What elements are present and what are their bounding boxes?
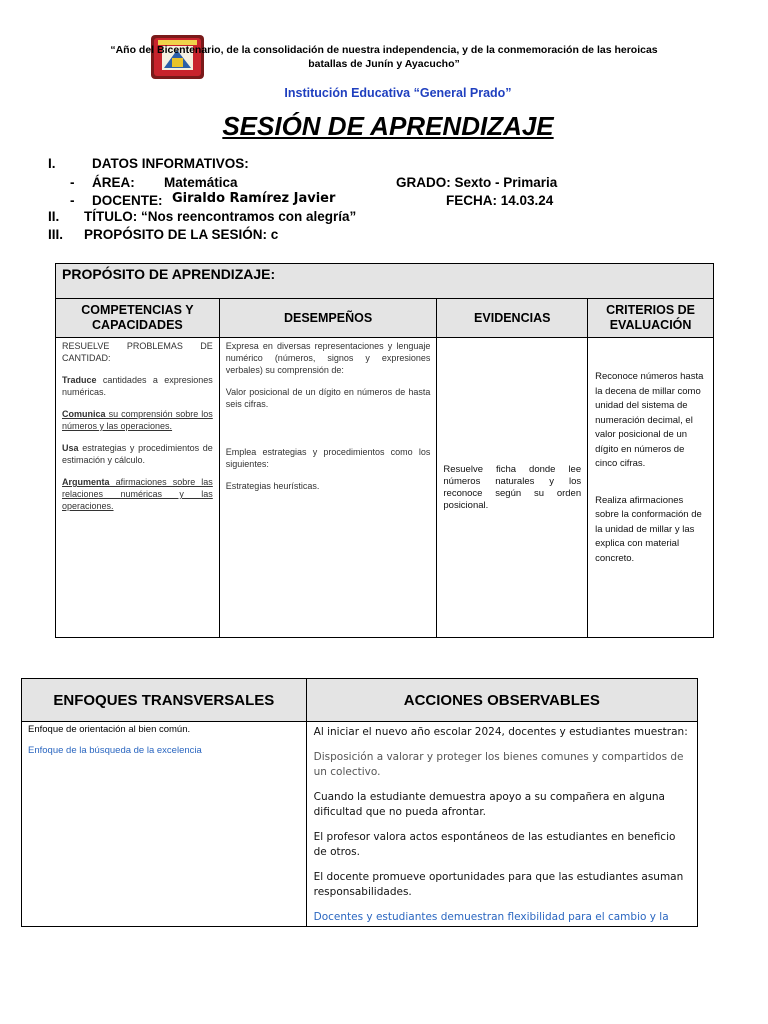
enfoque-excelencia: Enfoque de la búsqueda de la excelencia bbox=[28, 745, 202, 756]
criterio-2: Realiza afirmaciones sobre la conformación de la unidad de millar y las explica con material concreto. bbox=[595, 494, 702, 564]
session-purpose: PROPÓSITO DE LA SESIÓN: c bbox=[84, 227, 279, 242]
header-enfoques: ENFOQUES TRANSVERSALES bbox=[22, 679, 307, 722]
desempeno-1: Expresa en diversas representaciones y lenguaje numérico (números, signos y expresiones verbales) su comprensión de: bbox=[225, 341, 431, 375]
criterios-cell bbox=[588, 338, 714, 638]
accion-6: Docentes y estudiantes demuestran flexibilidad para el cambio y la bbox=[313, 911, 669, 923]
grade: GRADO: Sexto - Primaria bbox=[396, 175, 558, 190]
criterio-1: Reconoce números hasta la decena de millar como unidad del sistema de numeración decimal, el valor posicional de un dígito en números de cinco cifras. bbox=[595, 371, 704, 469]
teacher-label: DOCENTE: bbox=[92, 193, 163, 208]
accion-2: Disposición a valorar y proteger los bienes comunes y compartidos de un colectivo. bbox=[313, 751, 684, 778]
header-criterios: CRITERIOS DE EVALUACIÓN bbox=[588, 299, 714, 338]
desempeno-4: Estrategias heurísticas. bbox=[225, 481, 320, 491]
accion-5: El docente promueve oportunidades para que las estudiantes asuman responsabilidades. bbox=[313, 871, 684, 898]
competencia-intro: RESUELVE PROBLEMAS DE CANTIDAD: bbox=[62, 341, 213, 363]
teacher-bullet: - bbox=[70, 193, 75, 208]
competencia-comunica: Comunica su comprensión sobre los números y las operaciones. bbox=[62, 409, 213, 431]
enfoque-bien-comun: Enfoque de orientación al bien común. bbox=[28, 724, 191, 735]
desempenos-cell bbox=[219, 338, 437, 638]
page-title: SESIÓN DE APRENDIZAJE bbox=[222, 111, 554, 141]
header-competencias: COMPETENCIAS Y CAPACIDADES bbox=[56, 299, 220, 338]
section-3-number: III. bbox=[48, 227, 64, 242]
area-value: Matemática bbox=[164, 175, 238, 190]
competencia-argumenta: Argumenta afirmaciones sobre las relaciones numéricas y las operaciones. bbox=[62, 477, 213, 511]
desempeno-3: Emplea estrategias y procedimientos como los siguientes: bbox=[225, 447, 431, 469]
header-desempenos: DESEMPEÑOS bbox=[219, 299, 437, 338]
purpose-title: PROPÓSITO DE APRENDIZAJE: bbox=[56, 264, 714, 299]
institution-name: Institución Educativa “General Prado” bbox=[284, 86, 512, 100]
enfoques-cell bbox=[22, 722, 307, 927]
competencia-usa: Usa estrategias y procedimientos de estimación y cálculo. bbox=[62, 443, 213, 465]
area-label: ÁREA: bbox=[92, 175, 135, 190]
session-title: TÍTULO: “Nos reencontramos con alegría” bbox=[84, 209, 357, 224]
header-evidencias: EVIDENCIAS bbox=[437, 299, 588, 338]
header-acciones: ACCIONES OBSERVABLES bbox=[306, 679, 697, 722]
section-1-number: I. bbox=[48, 156, 56, 171]
area-bullet: - bbox=[70, 175, 75, 190]
competencias-cell bbox=[56, 338, 220, 638]
accion-1: Al iniciar el nuevo año escolar 2024, docentes y estudiantes muestran: bbox=[313, 726, 688, 738]
acciones-cell bbox=[306, 722, 697, 927]
purpose-table bbox=[55, 263, 714, 638]
section-1-label: DATOS INFORMATIVOS: bbox=[92, 156, 249, 171]
section-2-number: II. bbox=[48, 209, 60, 224]
transversal-table bbox=[21, 678, 698, 927]
competencia-traduce: Traduce cantidades a expresiones numéricas. bbox=[62, 375, 213, 397]
accion-3: Cuando la estudiante demuestra apoyo a su compañera en alguna dificultad que no pueda afrontar. bbox=[313, 791, 665, 818]
desempeno-2: Valor posicional de un dígito en números de hasta seis cifras. bbox=[225, 387, 431, 409]
official-year-motto: “Año del Bicentenario, de la consolidación de nuestra independencia, y de la conmemoración de las heroicas batallas de Junín y Ayacucho” bbox=[110, 44, 658, 70]
date: FECHA: 14.03.24 bbox=[446, 193, 554, 208]
evidencia-cell: Resuelve ficha donde lee números naturales y los reconoce según su orden posicional. bbox=[437, 338, 588, 638]
accion-4: El profesor valora actos espontáneos de las estudiantes en beneficio de otros. bbox=[313, 831, 676, 858]
teacher-value: Giraldo Ramírez Javier bbox=[172, 191, 336, 206]
